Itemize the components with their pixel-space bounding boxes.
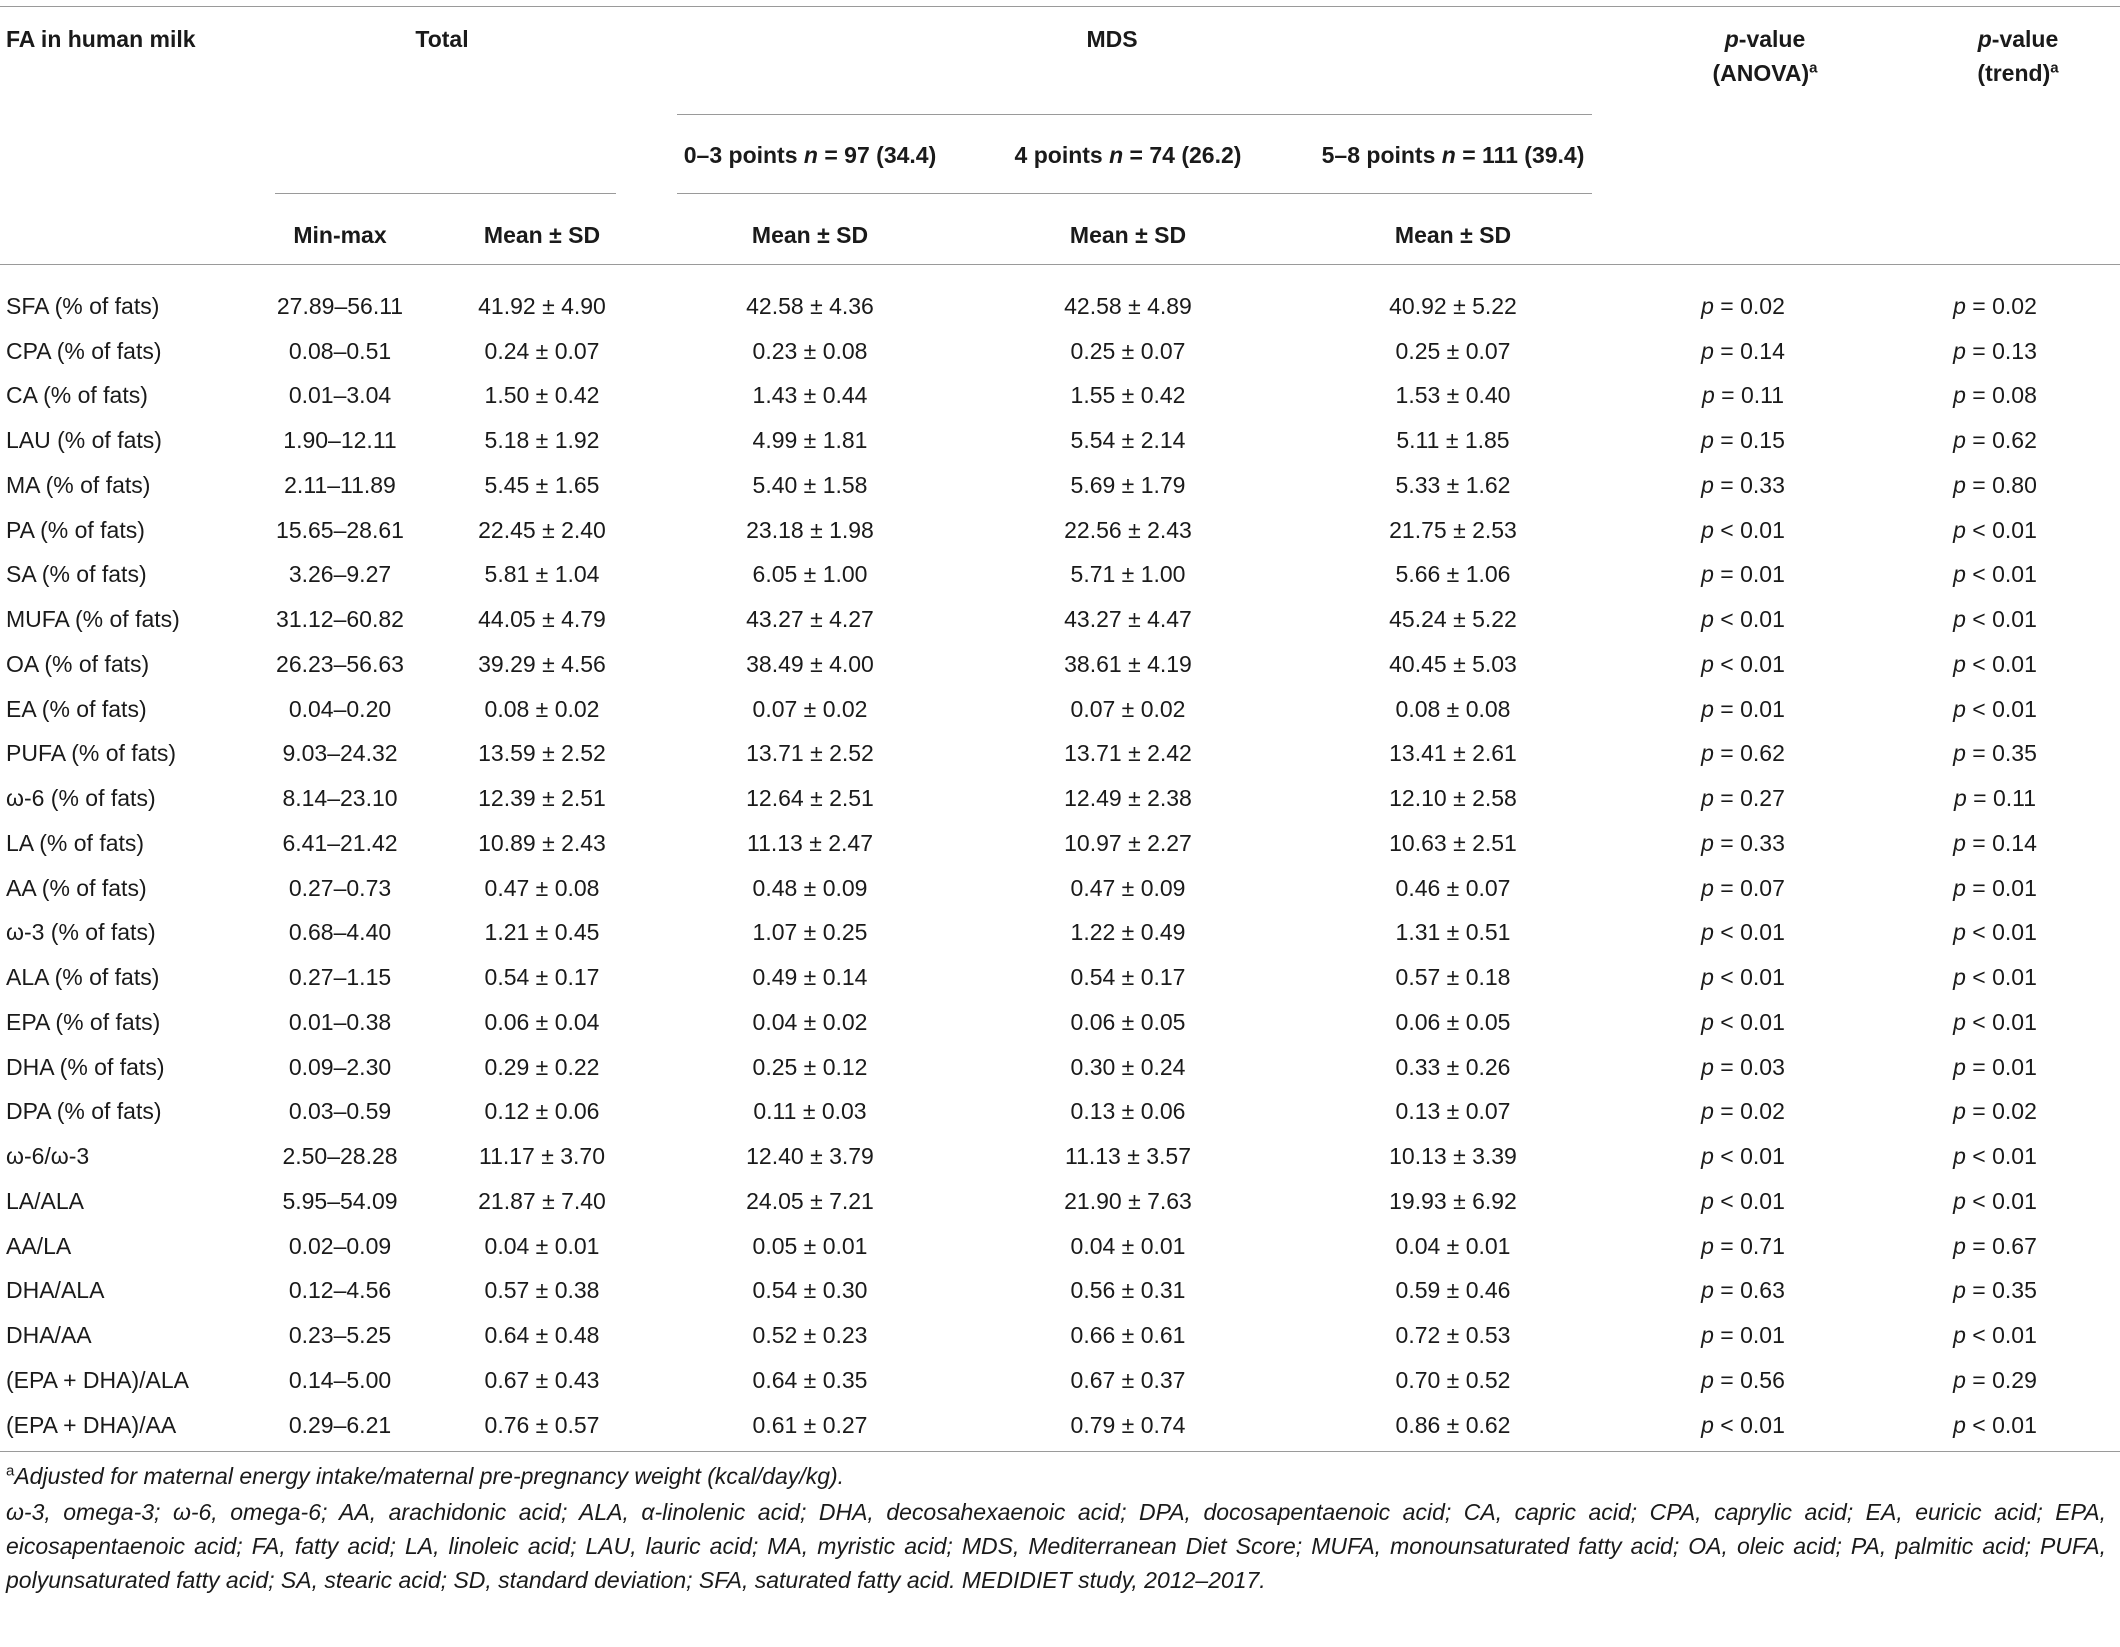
table-row bbox=[0, 955, 2120, 1000]
g3-mean-cell: 0.59 ± 0.46 bbox=[1395, 1277, 1511, 1304]
total-mean-cell: 44.05 ± 4.79 bbox=[478, 606, 606, 633]
fa-cell: DHA (% of fats) bbox=[6, 1053, 165, 1080]
p-anova-cell: p < 0.01 bbox=[1701, 919, 1785, 946]
g2-mean-cell: 10.97 ± 2.27 bbox=[1064, 829, 1192, 856]
p-trend-cell: p = 0.01 bbox=[1953, 874, 2037, 901]
g3-mean-cell: 0.46 ± 0.07 bbox=[1395, 874, 1511, 901]
header-bottom-rule bbox=[0, 264, 2120, 265]
table-row bbox=[0, 1179, 2120, 1224]
mds-group-1-header: 0–3 points n = 97 (34.4) bbox=[683, 142, 937, 168]
minmax-cell: 0.02–0.09 bbox=[288, 1232, 392, 1259]
p-anova-cell: p < 0.01 bbox=[1701, 1143, 1785, 1170]
total-mean-cell: 5.81 ± 1.04 bbox=[484, 561, 600, 588]
g2-mean-cell: 0.56 ± 0.31 bbox=[1070, 1277, 1186, 1304]
abbreviations: ω-3, omega-3; ω-6, omega-6; AA, arachidonic acid; ALA, α-linolenic acid; DHA, decosahexaenoic acid; DPA, docosapentaenoic acid; CA, capric acid; CPA, caprylic acid; EA, euricic acid; EPA, eicosapentaenoic acid; FA, fatty acid; LA, linoleic acid; LAU, lauric acid; MA, myristic acid; MDS, Mediterranean Diet Score; MUFA, monounsaturated fatty acid; OA, oleic acid; PA, palmitic acid; PUFA, polyunsaturated fatty acid; SA, stearic acid; SD, standard deviation; SFA, saturated fatty acid. MEDIDIET study, 2012–2017. bbox=[6, 1499, 2106, 1593]
total-mean-cell: 0.64 ± 0.48 bbox=[484, 1322, 600, 1349]
minmax-cell: 0.27–1.15 bbox=[288, 964, 392, 991]
g2-mean-cell: 0.54 ± 0.17 bbox=[1070, 964, 1186, 991]
g1-mean-cell: 24.05 ± 7.21 bbox=[746, 1187, 874, 1214]
g1-mean-cell: 0.11 ± 0.03 bbox=[753, 1098, 867, 1125]
mds-underline bbox=[677, 114, 1592, 115]
table-row bbox=[0, 597, 2120, 642]
table-bottom-rule bbox=[0, 1451, 2120, 1452]
total-mean-cell: 0.54 ± 0.17 bbox=[484, 964, 600, 991]
fa-cell: ω-6 (% of fats) bbox=[6, 785, 156, 812]
minmax-cell: 27.89–56.11 bbox=[276, 292, 404, 319]
g1-mean-cell: 0.52 ± 0.23 bbox=[752, 1322, 868, 1349]
p-trend-cell: p < 0.01 bbox=[1953, 1187, 2037, 1214]
total-mean-cell: 0.57 ± 0.38 bbox=[484, 1277, 600, 1304]
total-mean-cell: 11.17 ± 3.70 bbox=[478, 1143, 606, 1170]
g1-mean-cell: 11.13 ± 2.47 bbox=[746, 829, 874, 856]
table-row bbox=[0, 1269, 2120, 1314]
p-anova-cell: p = 0.01 bbox=[1701, 561, 1785, 588]
g2-mean-cell: 1.55 ± 0.42 bbox=[1070, 382, 1186, 409]
p-trend-cell: p < 0.01 bbox=[1953, 516, 2037, 543]
total-mean-cell: 0.47 ± 0.08 bbox=[484, 874, 600, 901]
fa-cell: ω-3 (% of fats) bbox=[6, 919, 156, 946]
g1-mean-cell: 6.05 ± 1.00 bbox=[752, 561, 868, 588]
g3-mean-cell: 45.24 ± 5.22 bbox=[1389, 606, 1517, 633]
p-anova-cell: p = 0.27 bbox=[1701, 785, 1785, 812]
total-mean-cell: 12.39 ± 2.51 bbox=[478, 785, 606, 812]
data-rows bbox=[0, 284, 2120, 1448]
p-anova-cell: p = 0.15 bbox=[1701, 427, 1785, 454]
g1-mean-cell: 5.40 ± 1.58 bbox=[752, 471, 868, 498]
total-mean-cell: 1.50 ± 0.42 bbox=[484, 382, 600, 409]
g3-mean-cell: 0.06 ± 0.05 bbox=[1395, 1008, 1511, 1035]
total-mean-cell: 5.18 ± 1.92 bbox=[484, 427, 600, 454]
minmax-cell: 0.09–2.30 bbox=[288, 1053, 392, 1080]
total-mean-cell: 0.04 ± 0.01 bbox=[484, 1232, 600, 1259]
g1-mean-cell: 0.07 ± 0.02 bbox=[752, 695, 868, 722]
table-row bbox=[0, 1403, 2120, 1448]
p-anova-cell: p = 0.63 bbox=[1701, 1277, 1785, 1304]
fa-cell: PA (% of fats) bbox=[6, 516, 145, 543]
fa-cell: OA (% of fats) bbox=[6, 650, 150, 677]
g3-mean-cell: 0.86 ± 0.62 bbox=[1395, 1411, 1511, 1438]
g2-mean-cell: 0.04 ± 0.01 bbox=[1070, 1232, 1186, 1259]
p-anova-cell: p = 0.71 bbox=[1701, 1232, 1785, 1259]
fa-cell: CA (% of fats) bbox=[6, 382, 148, 409]
g2-mean-cell: 0.07 ± 0.02 bbox=[1070, 695, 1186, 722]
g2-mean-cell: 0.67 ± 0.37 bbox=[1070, 1366, 1186, 1393]
g2-mean-cell: 0.30 ± 0.24 bbox=[1070, 1053, 1186, 1080]
g1-mean-cell: 12.64 ± 2.51 bbox=[746, 785, 874, 812]
minmax-cell: 0.68–4.40 bbox=[288, 919, 392, 946]
g2-mean-cell: 0.06 ± 0.05 bbox=[1070, 1008, 1186, 1035]
g3-mean-cell: 5.11 ± 1.85 bbox=[1396, 427, 1510, 454]
p-anova-cell: p < 0.01 bbox=[1701, 1187, 1785, 1214]
g1-mean-cell: 13.71 ± 2.52 bbox=[746, 740, 874, 767]
g3-mean-sd-header: Mean ± SD bbox=[1394, 222, 1512, 248]
g2-mean-cell: 0.13 ± 0.06 bbox=[1070, 1098, 1186, 1125]
g3-mean-cell: 10.13 ± 3.39 bbox=[1389, 1143, 1517, 1170]
p-anova-cell: p = 0.03 bbox=[1701, 1053, 1785, 1080]
total-underline bbox=[275, 193, 616, 194]
fa-cell: AA (% of fats) bbox=[6, 874, 147, 901]
footnote-a: $^a$Adjusted for maternal energy intake/maternal pre-pregnancy weight (kcal/day/kg). bbox=[6, 1462, 845, 1489]
fa-cell: DHA/ALA bbox=[6, 1277, 105, 1304]
table-row bbox=[0, 1000, 2120, 1045]
minmax-cell: 26.23–56.63 bbox=[276, 650, 404, 677]
minmax-cell: 0.01–0.38 bbox=[288, 1008, 392, 1035]
total-mean-cell: 39.29 ± 4.56 bbox=[478, 650, 606, 677]
minmax-header: Min-max bbox=[293, 222, 387, 248]
p-anova-cell: p = 0.33 bbox=[1701, 471, 1785, 498]
mds-header: MDS bbox=[1086, 26, 1138, 52]
fa-cell: LA/ALA bbox=[6, 1187, 84, 1214]
g3-mean-cell: 5.33 ± 1.62 bbox=[1395, 471, 1511, 498]
p-trend-cell: p = 0.35 bbox=[1953, 740, 2037, 767]
minmax-cell: 1.90–12.11 bbox=[283, 427, 397, 454]
p-anova-cell: p < 0.01 bbox=[1701, 606, 1785, 633]
minmax-cell: 6.41–21.42 bbox=[282, 829, 398, 856]
minmax-cell: 2.11–11.89 bbox=[284, 471, 396, 498]
table-row bbox=[0, 821, 2120, 866]
p-anova-cell: p = 0.62 bbox=[1701, 740, 1785, 767]
p-anova-cell: p = 0.02 bbox=[1701, 1098, 1785, 1125]
table-row bbox=[0, 866, 2120, 911]
g1-mean-cell: 0.05 ± 0.01 bbox=[752, 1232, 868, 1259]
p-anova-cell: p < 0.01 bbox=[1701, 1411, 1785, 1438]
minmax-cell: 0.23–5.25 bbox=[288, 1322, 392, 1349]
fa-cell: (EPA + DHA)/AA bbox=[6, 1411, 177, 1438]
p-trend-cell: p < 0.01 bbox=[1953, 1411, 2037, 1438]
g1-mean-cell: 43.27 ± 4.27 bbox=[746, 606, 874, 633]
g3-mean-cell: 13.41 ± 2.61 bbox=[1389, 740, 1517, 767]
minmax-cell: 3.26–9.27 bbox=[288, 561, 392, 588]
g1-mean-cell: 1.43 ± 0.44 bbox=[752, 382, 868, 409]
g1-mean-cell: 0.48 ± 0.09 bbox=[752, 874, 868, 901]
p-trend-cell: p = 0.02 bbox=[1953, 292, 2037, 319]
g1-mean-cell: 23.18 ± 1.98 bbox=[746, 516, 874, 543]
p-anova-cell: p = 0.33 bbox=[1701, 829, 1785, 856]
g2-mean-cell: 38.61 ± 4.19 bbox=[1064, 650, 1192, 677]
g1-mean-cell: 12.40 ± 3.79 bbox=[746, 1143, 874, 1170]
g3-mean-cell: 0.08 ± 0.08 bbox=[1395, 695, 1511, 722]
fa-cell: (EPA + DHA)/ALA bbox=[6, 1366, 190, 1393]
table-row bbox=[0, 1313, 2120, 1358]
g2-mean-cell: 5.71 ± 1.00 bbox=[1070, 561, 1186, 588]
g2-mean-cell: 0.79 ± 0.74 bbox=[1070, 1411, 1186, 1438]
p-trend-cell: p = 0.01 bbox=[1953, 1053, 2037, 1080]
total-mean-cell: 5.45 ± 1.65 bbox=[484, 471, 600, 498]
g3-mean-cell: 1.31 ± 0.51 bbox=[1395, 919, 1511, 946]
p-trend-cell: p < 0.01 bbox=[1953, 1322, 2037, 1349]
g2-mean-cell: 5.54 ± 2.14 bbox=[1070, 427, 1186, 454]
fa-cell: EA (% of fats) bbox=[6, 695, 147, 722]
table-row bbox=[0, 776, 2120, 821]
g3-mean-cell: 12.10 ± 2.58 bbox=[1389, 785, 1517, 812]
g3-mean-cell: 10.63 ± 2.51 bbox=[1389, 829, 1517, 856]
p-anova-cell: p < 0.01 bbox=[1701, 650, 1785, 677]
g1-mean-cell: 42.58 ± 4.36 bbox=[746, 292, 874, 319]
g1-mean-cell: 1.07 ± 0.25 bbox=[752, 919, 868, 946]
minmax-cell: 0.14–5.00 bbox=[288, 1366, 392, 1393]
g1-mean-cell: 4.99 ± 1.81 bbox=[752, 427, 868, 454]
p-trend-cell: p = 0.02 bbox=[1953, 1098, 2037, 1125]
total-header: Total bbox=[415, 26, 469, 52]
minmax-cell: 0.01–3.04 bbox=[288, 382, 392, 409]
g3-mean-cell: 0.72 ± 0.53 bbox=[1395, 1322, 1511, 1349]
p-trend-cell: p < 0.01 bbox=[1953, 650, 2037, 677]
p-trend-header: p-value (trend)$^a$ bbox=[1977, 26, 2059, 86]
total-mean-cell: 0.24 ± 0.07 bbox=[484, 337, 600, 364]
g3-mean-cell: 0.70 ± 0.52 bbox=[1395, 1366, 1511, 1393]
g2-mean-cell: 42.58 ± 4.89 bbox=[1064, 292, 1192, 319]
p-trend-cell: p = 0.80 bbox=[1953, 471, 2037, 498]
table-row bbox=[0, 284, 2120, 329]
g1-mean-cell: 0.23 ± 0.08 bbox=[752, 337, 868, 364]
g1-mean-cell: 0.25 ± 0.12 bbox=[752, 1053, 868, 1080]
g2-mean-cell: 0.47 ± 0.09 bbox=[1070, 874, 1186, 901]
p-trend-cell: p = 0.35 bbox=[1953, 1277, 2037, 1304]
p-trend-cell: p < 0.01 bbox=[1953, 1143, 2037, 1170]
p-trend-cell: p = 0.67 bbox=[1953, 1232, 2037, 1259]
total-mean-cell: 41.92 ± 4.90 bbox=[478, 292, 606, 319]
g2-mean-cell: 1.22 ± 0.49 bbox=[1070, 919, 1186, 946]
p-anova-cell: p = 0.01 bbox=[1701, 1322, 1785, 1349]
g2-mean-cell: 5.69 ± 1.79 bbox=[1070, 471, 1186, 498]
table-row bbox=[0, 1358, 2120, 1403]
table-row bbox=[0, 463, 2120, 508]
table-row bbox=[0, 1045, 2120, 1090]
fa-cell: DPA (% of fats) bbox=[6, 1098, 162, 1125]
minmax-cell: 15.65–28.61 bbox=[276, 516, 404, 543]
table-row bbox=[0, 374, 2120, 419]
p-trend-cell: p = 0.11 bbox=[1953, 785, 2037, 812]
minmax-cell: 0.12–4.56 bbox=[288, 1277, 392, 1304]
fa-cell: AA/LA bbox=[6, 1232, 72, 1259]
table-row bbox=[0, 508, 2120, 553]
minmax-cell: 5.95–54.09 bbox=[282, 1187, 398, 1214]
g3-mean-cell: 0.25 ± 0.07 bbox=[1395, 337, 1511, 364]
g2-mean-cell: 11.13 ± 3.57 bbox=[1064, 1143, 1192, 1170]
minmax-cell: 0.03–0.59 bbox=[288, 1098, 392, 1125]
fa-cell: LAU (% of fats) bbox=[6, 427, 162, 454]
p-anova-cell: p = 0.56 bbox=[1701, 1366, 1785, 1393]
total-mean-cell: 0.29 ± 0.22 bbox=[484, 1053, 600, 1080]
p-trend-cell: p = 0.08 bbox=[1953, 382, 2037, 409]
g1-mean-sd-header: Mean ± SD bbox=[751, 222, 869, 248]
fa-cell: DHA/AA bbox=[6, 1322, 92, 1349]
p-trend-cell: p < 0.01 bbox=[1953, 1008, 2037, 1035]
g1-mean-cell: 0.61 ± 0.27 bbox=[752, 1411, 868, 1438]
total-mean-cell: 0.12 ± 0.06 bbox=[484, 1098, 600, 1125]
p-trend-cell: p < 0.01 bbox=[1953, 695, 2037, 722]
total-mean-cell: 0.67 ± 0.43 bbox=[484, 1366, 600, 1393]
table-row bbox=[0, 418, 2120, 463]
minmax-cell: 0.04–0.20 bbox=[288, 695, 392, 722]
total-mean-cell: 21.87 ± 7.40 bbox=[478, 1187, 606, 1214]
p-anova-cell: p = 0.01 bbox=[1701, 695, 1785, 722]
table-row bbox=[0, 911, 2120, 956]
fa-cell: MUFA (% of fats) bbox=[6, 606, 180, 633]
g2-mean-cell: 12.49 ± 2.38 bbox=[1064, 785, 1192, 812]
table-row bbox=[0, 329, 2120, 374]
total-mean-cell: 0.76 ± 0.57 bbox=[484, 1411, 600, 1438]
g2-mean-cell: 22.56 ± 2.43 bbox=[1064, 516, 1192, 543]
table-row bbox=[0, 1224, 2120, 1269]
total-mean-cell: 13.59 ± 2.52 bbox=[478, 740, 606, 767]
total-mean-cell: 1.21 ± 0.45 bbox=[484, 919, 600, 946]
total-mean-cell: 0.08 ± 0.02 bbox=[484, 695, 600, 722]
g3-mean-cell: 1.53 ± 0.40 bbox=[1395, 382, 1511, 409]
g3-mean-cell: 40.92 ± 5.22 bbox=[1389, 292, 1517, 319]
table-row bbox=[0, 1090, 2120, 1135]
p-trend-cell: p < 0.01 bbox=[1953, 561, 2037, 588]
p-trend-cell: p < 0.01 bbox=[1953, 964, 2037, 991]
g3-mean-cell: 0.57 ± 0.18 bbox=[1395, 964, 1511, 991]
p-trend-cell: p = 0.62 bbox=[1953, 427, 2037, 454]
mds-groups-underline bbox=[677, 193, 1592, 194]
minmax-cell: 9.03–24.32 bbox=[282, 740, 398, 767]
minmax-cell: 31.12–60.82 bbox=[276, 606, 404, 633]
g1-mean-cell: 0.04 ± 0.02 bbox=[752, 1008, 868, 1035]
minmax-cell: 2.50–28.28 bbox=[282, 1143, 398, 1170]
p-trend-cell: p = 0.14 bbox=[1953, 829, 2037, 856]
p-trend-cell: p = 0.13 bbox=[1953, 337, 2037, 364]
g3-mean-cell: 40.45 ± 5.03 bbox=[1389, 650, 1517, 677]
minmax-cell: 0.27–0.73 bbox=[288, 874, 392, 901]
fa-column-header: FA in human milk bbox=[6, 26, 196, 52]
g3-mean-cell: 0.33 ± 0.26 bbox=[1395, 1053, 1511, 1080]
p-trend-cell: p < 0.01 bbox=[1953, 919, 2037, 946]
g1-mean-cell: 0.49 ± 0.14 bbox=[752, 964, 868, 991]
g3-mean-cell: 5.66 ± 1.06 bbox=[1395, 561, 1511, 588]
g3-mean-cell: 0.04 ± 0.01 bbox=[1395, 1232, 1511, 1259]
g2-mean-sd-header: Mean ± SD bbox=[1069, 222, 1187, 248]
g2-mean-cell: 21.90 ± 7.63 bbox=[1064, 1187, 1192, 1214]
g2-mean-cell: 0.25 ± 0.07 bbox=[1070, 337, 1186, 364]
top-rule bbox=[0, 6, 2120, 7]
g2-mean-cell: 0.66 ± 0.61 bbox=[1070, 1322, 1186, 1349]
fa-cell: ω-6/ω-3 bbox=[6, 1143, 90, 1170]
fa-cell: MA (% of fats) bbox=[6, 471, 151, 498]
table-row bbox=[0, 553, 2120, 598]
fa-cell: CPA (% of fats) bbox=[6, 337, 162, 364]
p-anova-cell: p = 0.02 bbox=[1701, 292, 1785, 319]
fa-cell: LA (% of fats) bbox=[6, 829, 145, 856]
mds-group-3-header: 5–8 points n = 111 (39.4) bbox=[1321, 142, 1585, 168]
fa-cell: EPA (% of fats) bbox=[6, 1008, 161, 1035]
p-anova-cell: p < 0.01 bbox=[1701, 1008, 1785, 1035]
total-mean-cell: 22.45 ± 2.40 bbox=[478, 516, 606, 543]
fa-cell: PUFA (% of fats) bbox=[6, 740, 176, 767]
p-anova-cell: p < 0.01 bbox=[1701, 516, 1785, 543]
g3-mean-cell: 19.93 ± 6.92 bbox=[1389, 1187, 1517, 1214]
fa-cell: ALA (% of fats) bbox=[6, 964, 160, 991]
p-anova-cell: p = 0.07 bbox=[1701, 874, 1785, 901]
total-mean-cell: 0.06 ± 0.04 bbox=[484, 1008, 600, 1035]
fa-cell: SA (% of fats) bbox=[6, 561, 147, 588]
p-anova-cell: p < 0.01 bbox=[1701, 964, 1785, 991]
minmax-cell: 8.14–23.10 bbox=[282, 785, 398, 812]
p-trend-cell: p = 0.29 bbox=[1953, 1366, 2037, 1393]
g2-mean-cell: 43.27 ± 4.47 bbox=[1064, 606, 1192, 633]
minmax-cell: 0.29–6.21 bbox=[288, 1411, 392, 1438]
g1-mean-cell: 0.54 ± 0.30 bbox=[752, 1277, 868, 1304]
table-row bbox=[0, 732, 2120, 777]
fa-cell: SFA (% of fats) bbox=[6, 292, 160, 319]
table-row bbox=[0, 687, 2120, 732]
table-row bbox=[0, 1134, 2120, 1179]
g1-mean-cell: 0.64 ± 0.35 bbox=[752, 1366, 868, 1393]
p-trend-cell: p < 0.01 bbox=[1953, 606, 2037, 633]
total-mean-sd-header: Mean ± SD bbox=[483, 222, 601, 248]
table-row bbox=[0, 642, 2120, 687]
p-anova-cell: p = 0.11 bbox=[1701, 382, 1785, 409]
g1-mean-cell: 38.49 ± 4.00 bbox=[746, 650, 874, 677]
g3-mean-cell: 21.75 ± 2.53 bbox=[1389, 516, 1517, 543]
mds-group-2-header: 4 points n = 74 (26.2) bbox=[1014, 142, 1242, 168]
g2-mean-cell: 13.71 ± 2.42 bbox=[1064, 740, 1192, 767]
p-anova-cell: p = 0.14 bbox=[1701, 337, 1785, 364]
p-anova-header: p-value (ANOVA)$^a$ bbox=[1712, 26, 1818, 86]
g3-mean-cell: 0.13 ± 0.07 bbox=[1395, 1098, 1511, 1125]
total-mean-cell: 10.89 ± 2.43 bbox=[478, 829, 606, 856]
minmax-cell: 0.08–0.51 bbox=[288, 337, 392, 364]
